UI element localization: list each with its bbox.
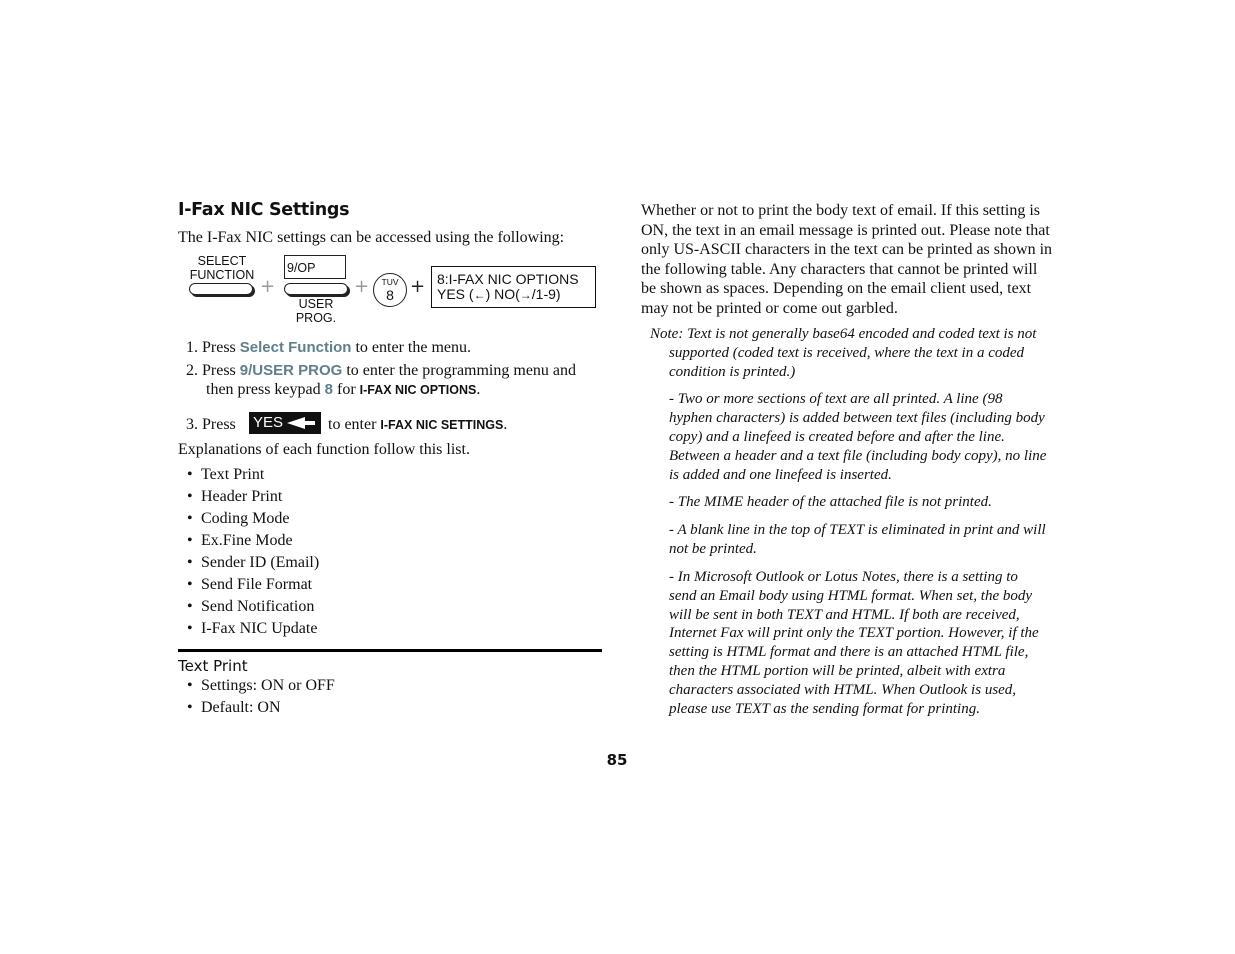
step-2-line2	[206, 380, 606, 400]
step-3-rest	[328, 415, 608, 435]
function-list	[177, 465, 477, 641]
select-function-key	[189, 283, 253, 295]
lcd-line1: 8:I-FAX NIC OPTIONS	[437, 271, 579, 287]
note-line: Between a header and a text file (including body copy), no line	[669, 448, 1047, 464]
list-item: • Header Print	[177, 487, 477, 509]
step-number: 2.	[186, 362, 198, 379]
user-label-line2: PROG.	[295, 311, 337, 325]
user-prog-label	[287, 297, 345, 325]
step-text: .	[476, 381, 481, 398]
yes-key	[249, 412, 321, 434]
menu-option-name: I-FAX NIC SETTINGS	[380, 418, 504, 432]
list-item: • Send File Format	[177, 575, 477, 597]
note-line: not be printed.	[669, 541, 757, 557]
list-item: • Text Print	[177, 465, 477, 487]
left-arrow-icon: ←	[473, 288, 486, 302]
user-prog-key	[284, 283, 348, 295]
tuv-label: TUV	[381, 277, 399, 287]
note-line: hyphen characters) is added between text files (including body	[669, 410, 1045, 426]
note-line: copy) and a linefeed is created before and after the line.	[669, 429, 1005, 445]
note-line: - Two or more sections of text are all printed. A line (98	[669, 391, 1003, 407]
body-paragraph	[641, 201, 1071, 319]
menu-option-name: I-FAX NIC OPTIONS	[359, 383, 477, 397]
note-line: Internet Fax will print only the TEXT portion. However, if the	[669, 625, 1039, 642]
note-line: will be sent in both TEXT and HTML. If both are received,	[669, 606, 1020, 623]
step-text: then press keypad	[206, 381, 321, 398]
list-item: • Send Notification	[177, 597, 477, 619]
paragraph-line: only US-ASCII characters in the text can be printed as shown in	[641, 241, 1053, 259]
plus-icon: +	[410, 276, 426, 297]
select-label-line2: FUNCTION	[189, 268, 255, 282]
select-label-line1: SELECT	[197, 254, 247, 268]
note-line: - The MIME header of the attached file is not printed.	[669, 494, 992, 510]
lcd-display	[431, 266, 596, 308]
list-item: • Settings: ON or OFF	[177, 676, 477, 698]
step-text: to enter the programming menu and	[346, 362, 577, 379]
list-item: • Coding Mode	[177, 509, 477, 531]
step-text: .	[503, 416, 508, 433]
note-line: characters associated with HTML. When Outlook is used,	[669, 681, 1017, 698]
keypad-8-key	[373, 273, 407, 307]
list-item: • I-Fax NIC Update	[177, 619, 477, 641]
explanations-text: Explanations of each function follow this list.	[178, 441, 470, 458]
lcd-no-text: ) NO(	[485, 286, 520, 302]
list-item: • Ex.Fine Mode	[177, 531, 477, 553]
intro-text: The I-Fax NIC settings can be accessed using the following:	[178, 229, 565, 246]
user-prog-keyname: 9/USER PROG	[239, 362, 343, 379]
note-line: - A blank line in the top of TEXT is eliminated in print and will	[669, 522, 1046, 538]
list-item: • Sender ID (Email)	[177, 553, 477, 575]
keypad-8-keyname: 8	[324, 381, 333, 398]
step-text: Press	[202, 339, 236, 356]
page-number: 85	[606, 751, 628, 769]
note-line: send an Email body using HTML format. When set, the body	[669, 587, 1033, 604]
step-number: 3.	[186, 416, 198, 433]
plus-icon: +	[354, 276, 370, 297]
note-line: - In Microsoft Outlook or Lotus Notes, there is a setting to	[669, 569, 1018, 585]
note-paragraph-2	[669, 493, 1079, 512]
note-line: Note: Text is not generally base64 encoded and coded text is not	[650, 326, 1037, 342]
paragraph-line: Whether or not to print the body text of email. If this setting is	[641, 202, 1041, 219]
paragraph-line: may not be printed or come out garbled.	[641, 299, 898, 317]
note-line: please use TEXT as the sending format for printing.	[669, 700, 980, 717]
lcd-tail-text: /1-9)	[531, 286, 561, 302]
step-text: Press	[202, 416, 236, 433]
plus-icon: +	[260, 276, 276, 297]
note-paragraph-4	[669, 568, 1079, 718]
note-paragraph-1	[669, 390, 1079, 485]
step-2	[186, 361, 606, 381]
step-text: for	[336, 381, 356, 398]
paragraph-line: ON, the text in an email message is printed out. Please note that	[641, 221, 1050, 239]
note-paragraph-3	[669, 521, 1079, 559]
step-1	[186, 338, 606, 358]
left-arrow-icon	[287, 417, 315, 429]
note-line: condition is printed.)	[669, 364, 796, 380]
step-text: to enter the menu.	[355, 339, 471, 356]
note-line: then the HTML portion will be printed, albeit with extra	[669, 662, 1006, 679]
note-line: supported (coded text is received, where the text in a coded	[669, 345, 1025, 361]
settings-list	[177, 676, 477, 720]
step-text: to enter	[328, 416, 377, 433]
keypad-digit: 8	[386, 287, 394, 303]
select-function-label	[186, 254, 258, 282]
paragraph-line: be shown as spaces. Depending on the email client used, text	[641, 280, 1032, 298]
note-line: is added and one linefeed is inserted.	[669, 467, 892, 483]
op-key-display: 9/OP	[284, 255, 346, 279]
list-item: • Default: ON	[177, 698, 477, 720]
section-heading: I-Fax NIC Settings	[178, 200, 350, 220]
select-function-keyname: Select Function	[239, 339, 352, 356]
step-number: 1.	[186, 339, 198, 356]
note-line: setting is HTML format and there is an attached HTML file,	[669, 644, 1029, 661]
step-text: Press	[202, 362, 236, 379]
right-arrow-icon: →	[519, 288, 532, 302]
yes-key-label: YES	[253, 414, 284, 431]
user-label-line1: USER	[298, 297, 334, 311]
lcd-line2	[437, 287, 595, 303]
section-divider	[178, 649, 602, 652]
note-block	[650, 325, 1070, 382]
subsection-heading: Text Print	[178, 657, 248, 675]
paragraph-line: the following table. Any characters that cannot be printed will	[641, 260, 1038, 278]
lcd-yes-text: YES (	[437, 286, 474, 302]
